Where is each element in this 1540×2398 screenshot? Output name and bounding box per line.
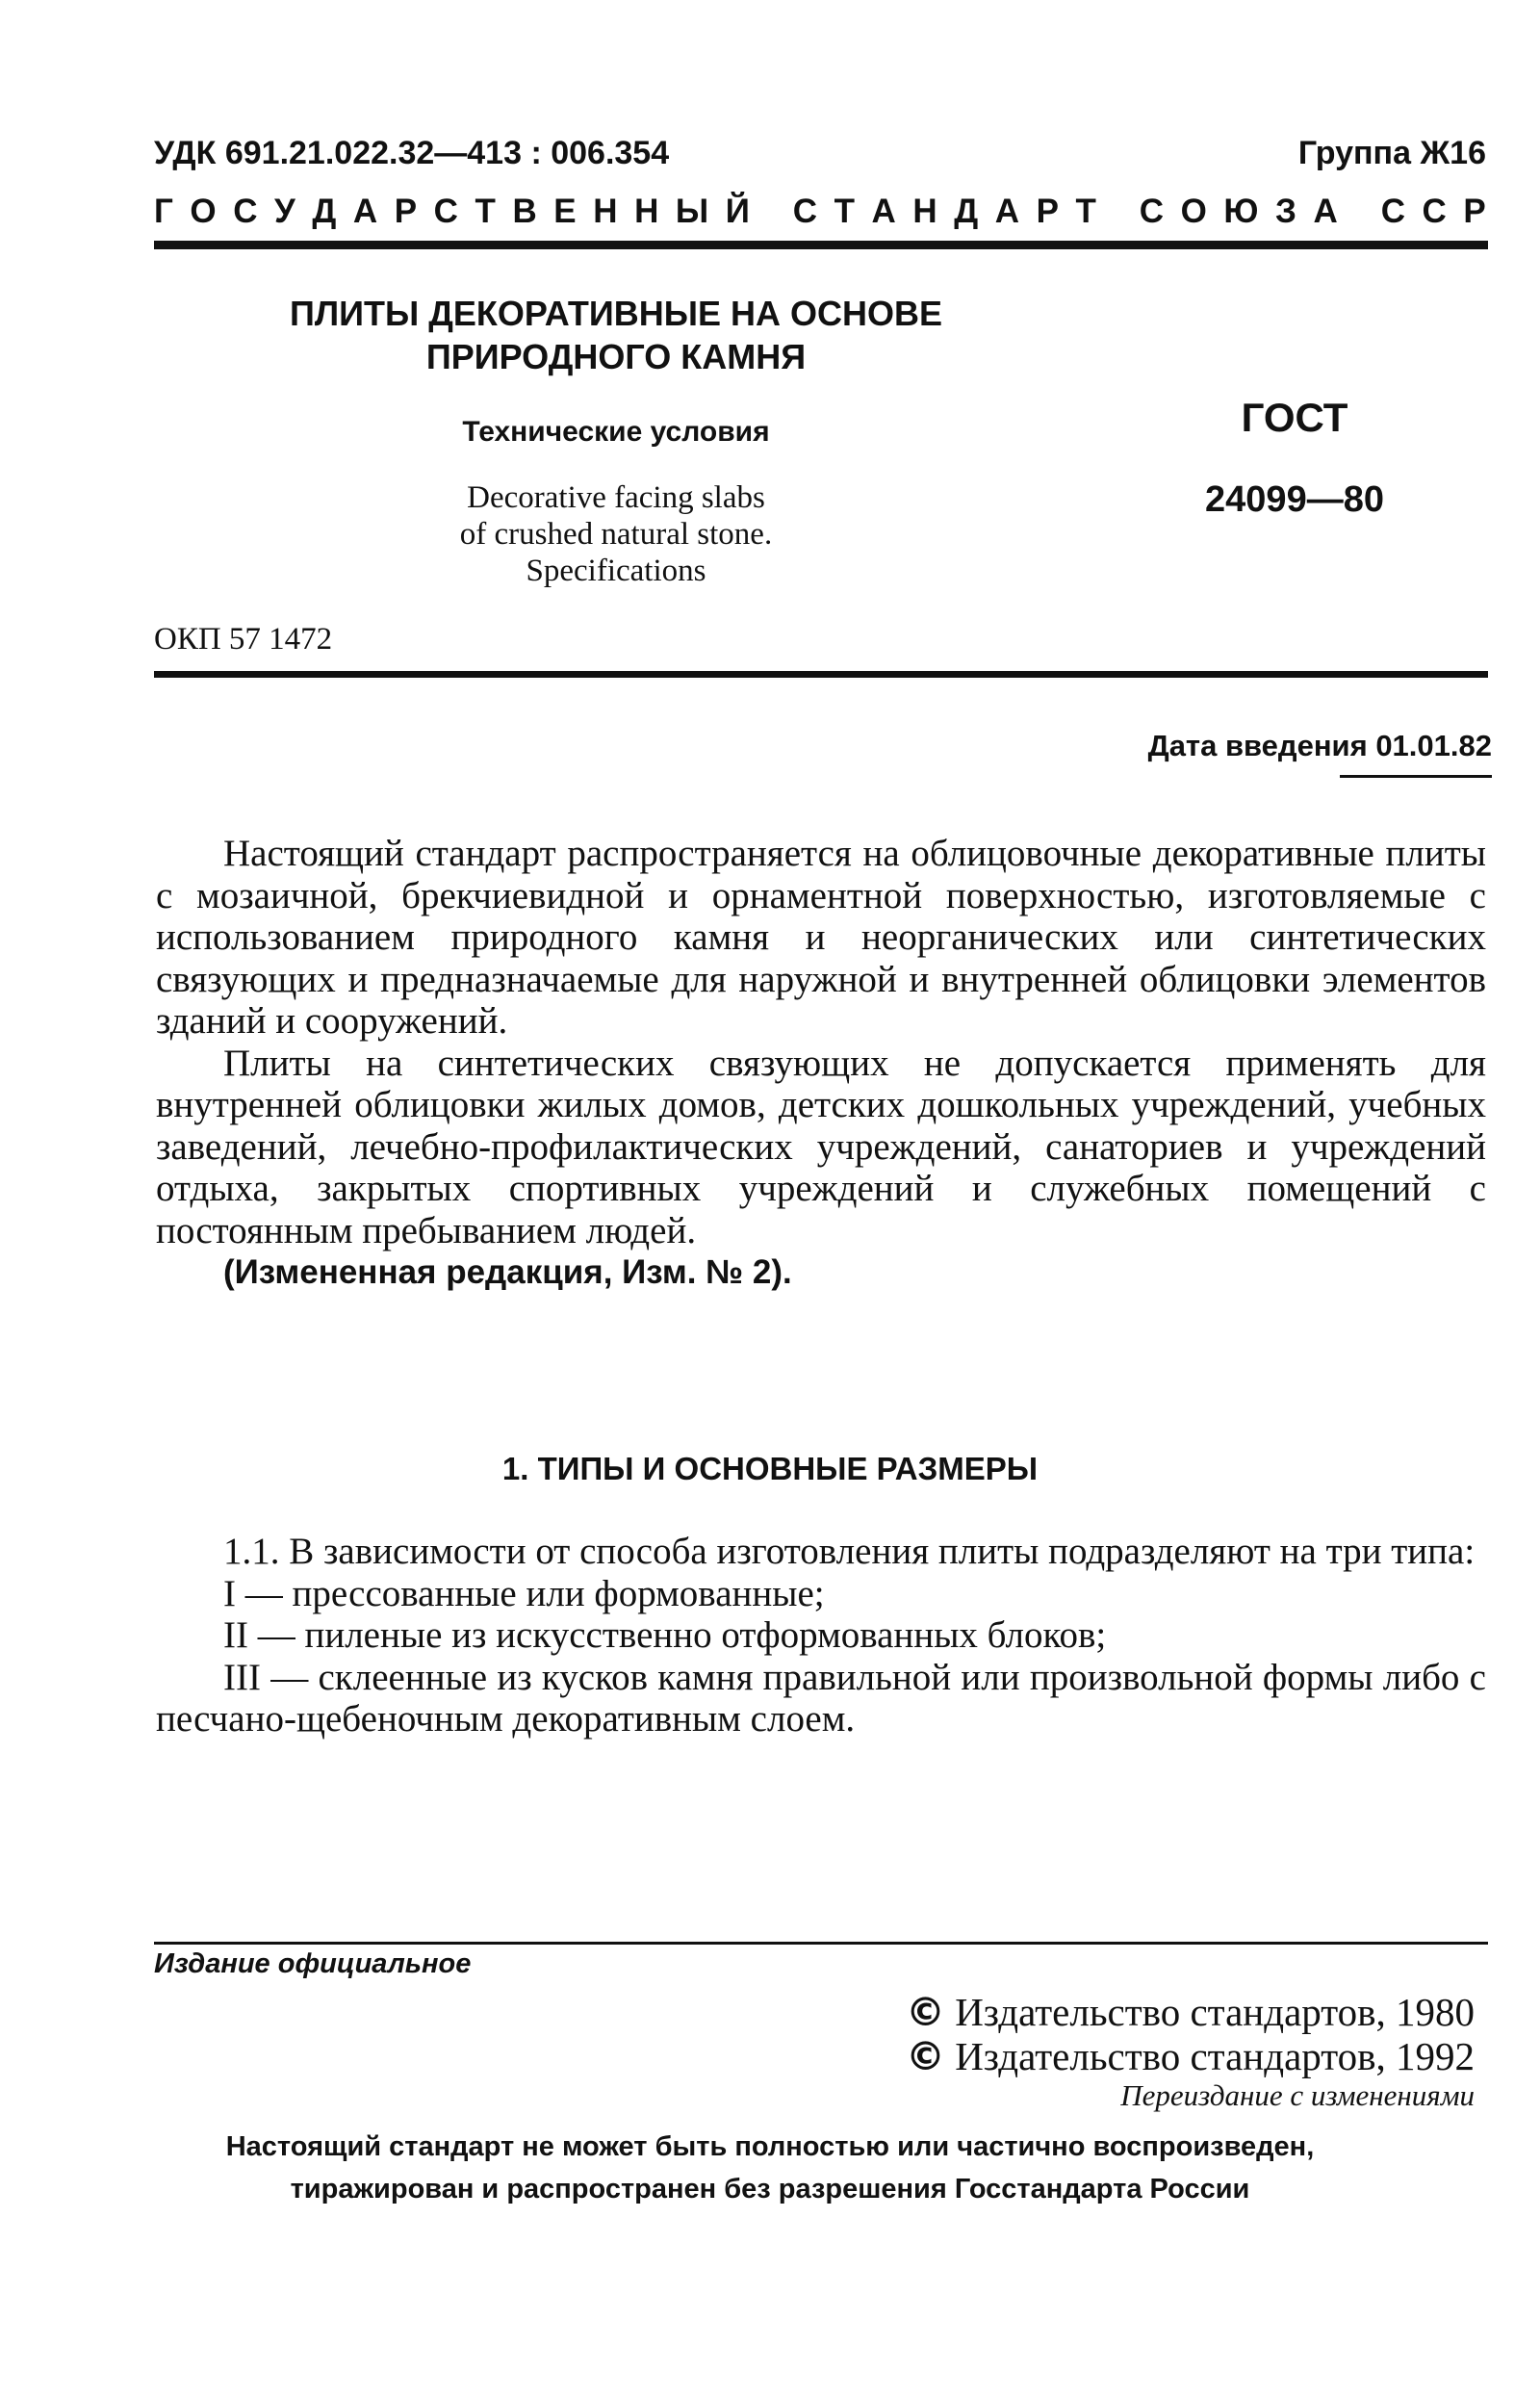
header-rule (154, 241, 1488, 249)
date-underline (1340, 775, 1492, 778)
type-3: III — склеенные из кусков камня правильной или произвольной формы либо с песчано-щебеночным декоративным слоем. (156, 1656, 1486, 1740)
introduction-date: Дата введения 01.01.82 (1147, 729, 1492, 762)
section-heading: 1. ТИПЫ И ОСНОВНЫЕ РАЗМЕРЫ (501, 1451, 1039, 1486)
group-code: Группа Ж16 (1297, 135, 1486, 171)
copyright-1980 (906, 1989, 1475, 2035)
amendment-note: (Измененная редакция, Изм. № 2). (223, 1253, 792, 1291)
english-title-line-1: Decorative facing slabs (467, 480, 765, 515)
types-list (156, 1531, 1486, 1740)
paragraph-restrictions: Плиты на синтетических связующих не допускается применять для внутренней облицовки жилых домов, детских дошкольных учреждений, учебных заведений, лечебно-профилактических учреждений, санаториев и учреждений отдыха, закрытых спортивных учреждений и служебных помещений с постоянным пребыванием людей. (156, 1042, 1486, 1251)
gost-label: ГОСТ (1241, 395, 1348, 440)
title-line-2: ПРИРОДНОГО КАМНЯ (425, 337, 807, 376)
edition-label: Издание официальное (154, 1948, 472, 1979)
english-title-line-3: Specifications (526, 554, 706, 588)
type-1: I — прессованные или формованные; (223, 1572, 825, 1614)
copyright-icon: © (905, 2033, 945, 2079)
type-2: II — пиленые из искусственно отформованных блоков; (223, 1614, 1107, 1656)
okp-code: ОКП 57 1472 (154, 622, 333, 657)
title-rule (154, 671, 1488, 678)
state-standard-heading: Г О С У Д А Р С Т В Е Н Н Ы Й С Т А Н Д А Р Т С О Ю З А С С Р (154, 193, 1486, 230)
rights-line-2: тиражирован и распространен без разрешения Госстандарта России (290, 2174, 1250, 2205)
clause-1-1: 1.1. В зависимости от способа изготовления плиты подразделяют на три типа: (223, 1531, 1476, 1572)
copyright-1992 (906, 2033, 1475, 2079)
rights-line-1: Настоящий стандарт не может быть полностью или частично воспроизведен, (225, 2131, 1315, 2162)
copyright-1980-text: Издательство стандартов, 1980 (955, 1990, 1475, 2034)
subtitle: Технические условия (462, 416, 770, 448)
body-text (156, 833, 1486, 1294)
paragraph-scope: Настоящий стандарт распространяется на облицовочные декоративные плиты с мозаичной, брекчиевидной и орнаментной поверхностью, изготовляемые с использованием природного камня и неорганических или синтетических связующих и предназначаемые для наружной и внутренней облицовки элементов зданий и сооружений. (156, 833, 1486, 1042)
title-line-1: ПЛИТЫ ДЕКОРАТИВНЫЕ НА ОСНОВЕ (289, 294, 943, 333)
reissue-note: Переиздание с изменениями (1120, 2078, 1475, 2112)
copyright-1992-text: Издательство стандартов, 1992 (955, 2034, 1475, 2078)
english-title-line-2: of crushed natural stone. (459, 517, 773, 552)
udk-code: УДК 691.21.022.32—413 : 006.354 (154, 135, 670, 171)
copyright-icon: © (905, 1989, 945, 2035)
gost-number: 24099—80 (1205, 479, 1384, 520)
footer-rule (154, 1942, 1488, 1945)
